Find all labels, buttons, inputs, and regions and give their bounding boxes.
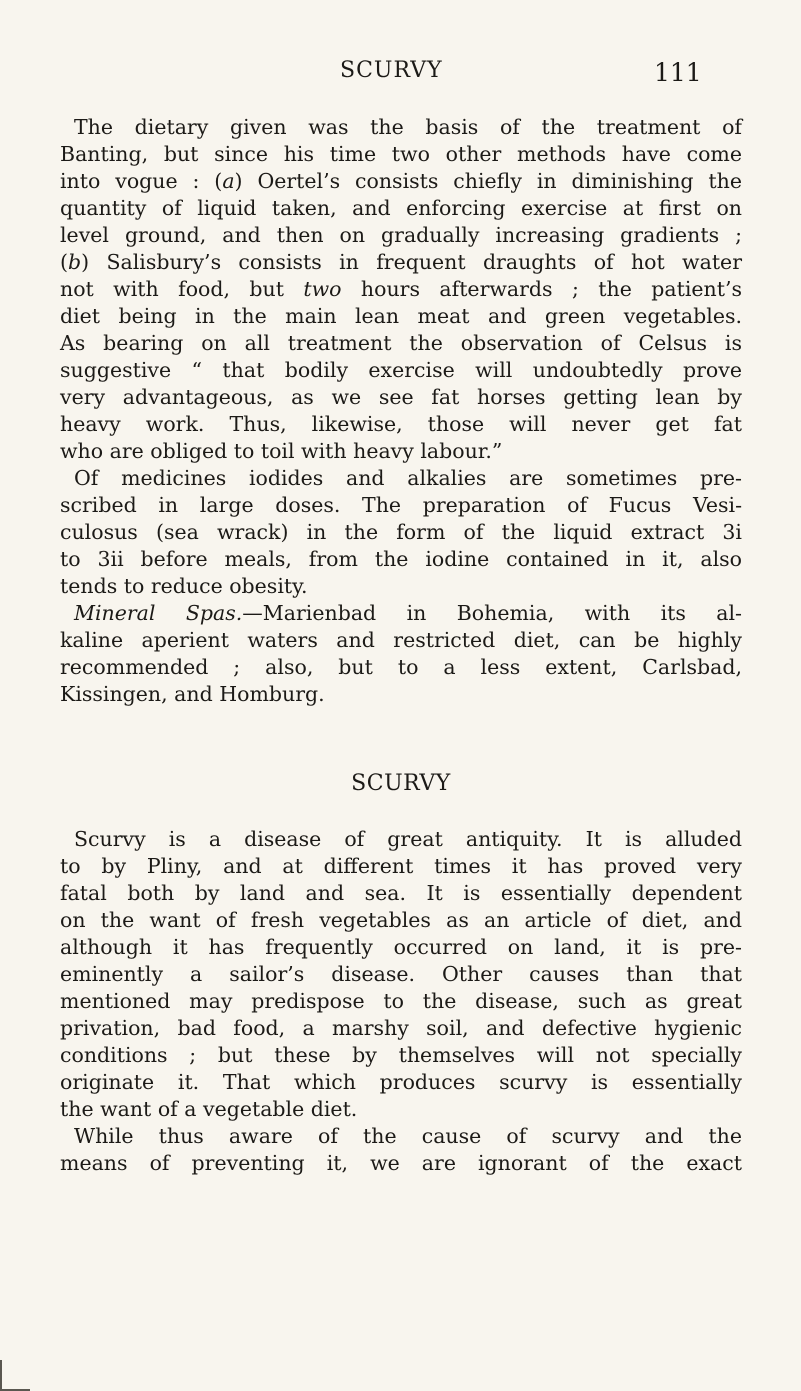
page-number: 111 bbox=[654, 58, 702, 87]
text-line: quantity of liquid taken, and enforcing exercise at first on bbox=[60, 196, 742, 220]
text-line: As bearing on all treatment the observation of Celsus is bbox=[60, 331, 742, 355]
text-line: fatal both by land and sea. It is essentially dependent bbox=[60, 881, 742, 905]
text-line: (b) Salisbury’s consists in frequent draughts of hot water bbox=[60, 250, 742, 274]
text-line: not with food, but two hours afterwards ; the patient’s bbox=[60, 277, 742, 301]
text-line: level ground, and then on gradually increasing gradients ; bbox=[60, 223, 742, 247]
text-line-part: into vogue : (a) Oertel’s consists chiefly in diminishing the bbox=[60, 169, 742, 193]
paragraph bbox=[60, 114, 742, 465]
text-line: Banting, but since his time two other methods have come bbox=[60, 142, 742, 166]
text-line: heavy work. Thus, likewise, those will never get fat bbox=[60, 412, 742, 436]
text-line: the want of a vegetable diet. bbox=[60, 1097, 358, 1121]
text-line: scribed in large doses. The preparation of Fucus Vesi- bbox=[60, 493, 742, 517]
paragraph bbox=[60, 465, 742, 600]
text-line: Of medicines iodides and alkalies are sometimes pre- bbox=[74, 466, 742, 490]
emphasis: Mineral Spas. bbox=[74, 601, 243, 625]
text-line: means of preventing it, we are ignorant of the exact bbox=[60, 1151, 742, 1175]
paragraph bbox=[60, 600, 742, 708]
text-line: kaline aperient waters and restricted diet, can be highly bbox=[60, 628, 742, 652]
text-line: privation, bad food, a marshy soil, and defective hygienic bbox=[60, 1016, 742, 1040]
text-line: Kissingen, and Homburg. bbox=[60, 682, 325, 706]
text-line: on the want of fresh vegetables as an article of diet, and bbox=[60, 908, 742, 932]
text-line: Scurvy is a disease of great antiquity. It is alluded bbox=[74, 827, 742, 851]
body-text bbox=[60, 114, 742, 1177]
running-head bbox=[0, 58, 801, 98]
text-line: Mineral Spas.—Marienbad in Bohemia, with its al- bbox=[74, 601, 742, 625]
text-line: tends to reduce obesity. bbox=[60, 574, 308, 598]
text-line: who are obliged to toil with heavy labour.” bbox=[60, 439, 503, 463]
text-line: conditions ; but these by themselves will not specially bbox=[60, 1043, 742, 1067]
text-line: While thus aware of the cause of scurvy and the bbox=[74, 1124, 742, 1148]
emphasis: b bbox=[68, 250, 82, 274]
text-line: to 3ii before meals, from the iodine contained in it, also bbox=[60, 547, 742, 571]
text-line: eminently a sailor’s disease. Other causes than that bbox=[60, 962, 742, 986]
text-line: although it has frequently occurred on land, it is pre- bbox=[60, 935, 742, 959]
text-line: suggestive “ that bodily exercise will undoubtedly prove bbox=[60, 358, 742, 382]
section-heading: SCURVY bbox=[351, 771, 451, 796]
text-line: recommended ; also, but to a less extent, Carlsbad, bbox=[60, 655, 742, 679]
text-line: The dietary given was the basis of the treatment of bbox=[74, 115, 742, 139]
emphasis: a bbox=[222, 169, 235, 193]
text-line bbox=[60, 168, 742, 195]
text-line: diet being in the main lean meat and green vegetables. bbox=[60, 304, 742, 328]
text-line: very advantageous, as we see fat horses getting lean by bbox=[60, 385, 742, 409]
page-edge-mark bbox=[0, 1360, 30, 1391]
text-line: to by Pliny, and at different times it has proved very bbox=[60, 854, 742, 878]
running-title: SCURVY bbox=[340, 58, 443, 83]
text-line: originate it. That which produces scurvy is essentially bbox=[60, 1070, 742, 1094]
text-line: mentioned may predispose to the disease, such as great bbox=[60, 989, 742, 1013]
paragraph bbox=[60, 1123, 742, 1177]
emphasis: two bbox=[303, 277, 342, 301]
text-line: culosus (sea wrack) in the form of the liquid extract 3i bbox=[60, 520, 742, 544]
paragraph bbox=[60, 826, 742, 1123]
